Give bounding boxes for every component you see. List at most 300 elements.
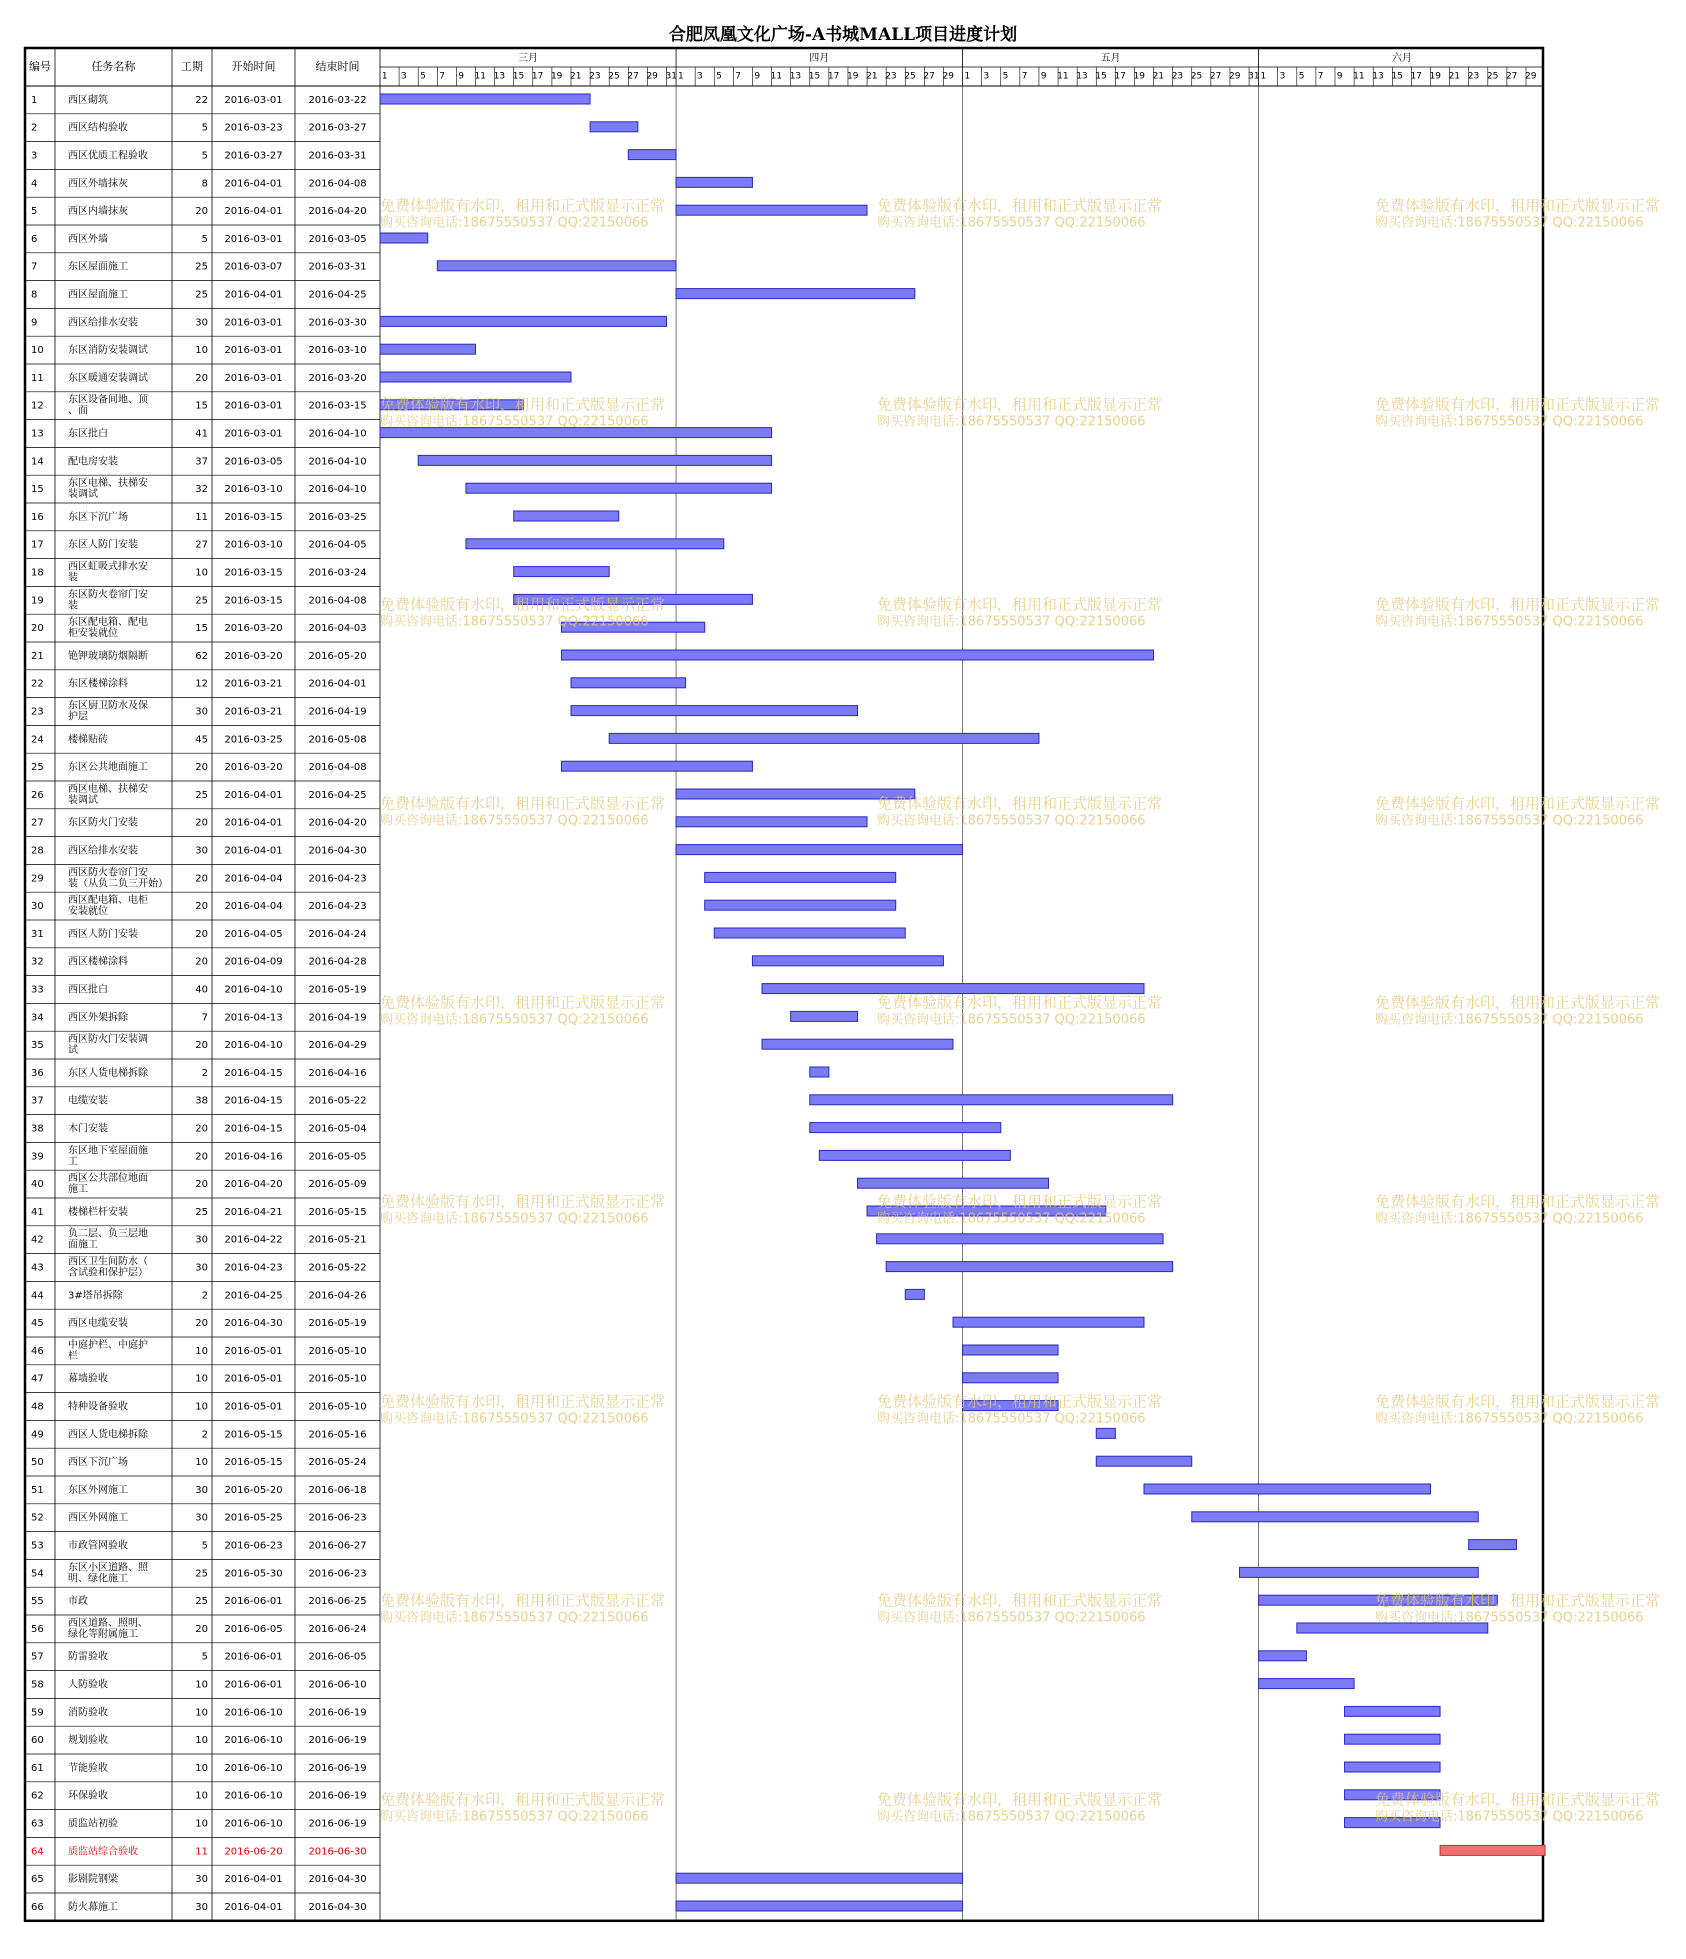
watermark-text: 购买咨询电话:18675550537 QQ:22150066: [877, 813, 1146, 829]
watermark-text: 免费体验版有水印，租用和正式版显示正常: [1375, 794, 1661, 813]
day-tick-label: 3: [1279, 71, 1286, 82]
task-end-date: 2016-06-19: [308, 1707, 367, 1719]
task-id: 11: [31, 372, 44, 384]
task-id: 10: [31, 345, 44, 357]
task-end-date: 2016-04-10: [308, 484, 367, 496]
task-start-date: 2016-06-01: [224, 1596, 283, 1608]
day-tick-label: 25: [1190, 71, 1203, 82]
task-end-date: 2016-04-20: [308, 817, 367, 829]
task-bar: [1440, 1845, 1545, 1855]
task-start-date: 2016-05-15: [224, 1457, 283, 1469]
task-name: 西区道路、照明、: [68, 1617, 148, 1629]
task-start-date: 2016-04-01: [224, 206, 283, 218]
task-duration: 25: [195, 595, 208, 607]
task-duration: 12: [195, 678, 208, 690]
task-bar: [561, 650, 1153, 660]
task-name: 市政: [68, 1596, 88, 1608]
task-start-date: 2016-06-23: [224, 1540, 283, 1552]
task-bar: [571, 678, 686, 688]
task-bar: [705, 900, 896, 910]
task-id: 55: [31, 1596, 44, 1608]
task-name: 防火幕施工: [68, 1901, 118, 1913]
task-duration: 10: [195, 567, 208, 579]
task-duration: 5: [201, 1540, 208, 1552]
task-name: 西区砌筑: [68, 94, 108, 106]
watermark-text: 免费体验版有水印，租用和正式版显示正常: [1375, 1790, 1661, 1809]
task-duration: 45: [195, 734, 208, 746]
watermark-text: 购买咨询电话:18675550537 QQ:22150066: [1375, 1211, 1644, 1227]
task-id: 45: [31, 1318, 44, 1330]
task-name: 市政管网验收: [68, 1540, 128, 1552]
task-bar: [561, 761, 752, 771]
day-tick-label: 9: [754, 71, 761, 82]
day-tick-label: 21: [570, 71, 582, 82]
task-bar: [676, 845, 963, 855]
task-duration: 10: [195, 1401, 208, 1413]
task-id: 8: [31, 289, 38, 301]
task-bar: [380, 233, 428, 243]
task-start-date: 2016-06-10: [224, 1707, 283, 1719]
task-name: 东区小区道路、照: [68, 1562, 148, 1574]
task-start-date: 2016-04-20: [224, 1179, 283, 1191]
task-bar: [380, 344, 476, 354]
task-name: 西区配电箱、电柜: [68, 895, 148, 907]
task-start-date: 2016-03-01: [224, 400, 283, 412]
task-bar: [1259, 1679, 1355, 1689]
watermark-text: 购买咨询电话:18675550537 QQ:22150066: [1375, 414, 1644, 430]
task-duration: 30: [195, 1262, 208, 1274]
task-start-date: 2016-03-25: [224, 734, 283, 746]
task-id: 54: [31, 1568, 44, 1580]
task-duration: 10: [195, 1457, 208, 1469]
day-tick-label: 27: [923, 71, 935, 82]
day-tick-label: 11: [1353, 71, 1365, 82]
task-duration: 2: [201, 1429, 208, 1441]
task-duration: 5: [201, 122, 208, 134]
task-bar: [418, 455, 771, 465]
task-name-continued: 安装就位: [68, 906, 108, 918]
task-start-date: 2016-06-01: [224, 1679, 283, 1691]
watermark-text: 免费体验版有水印，租用和正式版显示正常: [877, 1591, 1163, 1610]
task-name: 质监站综合验收: [68, 1846, 138, 1858]
task-duration: 10: [195, 1345, 208, 1357]
task-id: 15: [31, 484, 44, 496]
task-duration: 20: [195, 928, 208, 940]
task-name: 楼梯栏杆安装: [68, 1206, 128, 1218]
task-end-date: 2016-05-10: [308, 1345, 367, 1357]
task-name-continued: 施工: [68, 1184, 88, 1196]
task-end-date: 2016-03-20: [308, 372, 367, 384]
task-bar: [676, 177, 752, 187]
task-end-date: 2016-05-22: [308, 1262, 367, 1274]
task-name: 东区批白: [68, 428, 108, 440]
watermark-text: 免费体验版有水印，租用和正式版显示正常: [877, 1192, 1163, 1211]
task-start-date: 2016-04-25: [224, 1290, 283, 1302]
task-start-date: 2016-03-27: [224, 150, 283, 162]
task-bar: [905, 1289, 924, 1299]
day-tick-label: 9: [1336, 71, 1343, 82]
task-start-date: 2016-06-20: [224, 1846, 283, 1858]
task-start-date: 2016-05-01: [224, 1345, 283, 1357]
task-id: 28: [31, 845, 44, 857]
task-bar: [590, 122, 638, 132]
task-end-date: 2016-04-20: [308, 206, 367, 218]
task-duration: 10: [195, 345, 208, 357]
task-id: 41: [31, 1206, 44, 1218]
task-name-continued: 试: [68, 1045, 78, 1057]
task-end-date: 2016-04-01: [308, 678, 367, 690]
task-end-date: 2016-04-05: [308, 539, 367, 551]
day-tick-label: 27: [1209, 71, 1222, 82]
task-duration: 27: [195, 539, 208, 551]
task-bar: [810, 1067, 829, 1077]
task-duration: 30: [195, 1234, 208, 1246]
day-tick-label: 19: [846, 71, 859, 82]
task-id: 57: [31, 1651, 44, 1663]
task-start-date: 2016-03-07: [224, 261, 283, 273]
task-id: 33: [31, 984, 44, 996]
watermark-text: 免费体验版有水印，租用和正式版显示正常: [877, 794, 1163, 813]
task-duration: 25: [195, 261, 208, 273]
task-duration: 5: [201, 1651, 208, 1663]
day-tick-label: 7: [439, 71, 445, 82]
task-name: 西区批白: [68, 984, 108, 996]
task-id: 3: [31, 150, 38, 162]
task-start-date: 2016-04-04: [224, 901, 283, 913]
task-end-date: 2016-06-19: [308, 1790, 367, 1802]
task-duration: 20: [195, 1040, 208, 1052]
task-id: 19: [31, 595, 44, 607]
watermark-text: 购买咨询电话:18675550537 QQ:22150066: [1375, 215, 1644, 231]
task-duration: 40: [195, 984, 208, 996]
watermark-text: 购买咨询电话:18675550537 QQ:22150066: [877, 1411, 1146, 1427]
day-tick-label: 11: [1057, 71, 1069, 82]
task-id: 37: [31, 1095, 44, 1107]
task-id: 34: [31, 1012, 44, 1024]
task-bar: [628, 150, 676, 160]
task-id: 2: [31, 122, 38, 134]
task-name-continued: 装（从负二负三开始）: [68, 878, 168, 890]
task-end-date: 2016-04-08: [308, 595, 367, 607]
task-bar: [466, 483, 772, 493]
task-id: 23: [31, 706, 44, 718]
task-duration: 11: [195, 511, 208, 523]
task-duration: 2: [201, 1067, 208, 1079]
day-tick-label: 29: [1525, 71, 1537, 82]
task-end-date: 2016-04-25: [308, 789, 367, 801]
task-id: 20: [31, 623, 44, 635]
task-duration: 32: [195, 484, 208, 496]
day-tick-label: 23: [1467, 71, 1480, 82]
chart-title: 合肥凤凰文化广场-A书城MALL项目进度计划: [668, 25, 1018, 45]
task-start-date: 2016-04-13: [224, 1012, 283, 1024]
task-duration: 30: [195, 317, 208, 329]
task-id: 47: [31, 1373, 44, 1385]
task-end-date: 2016-06-30: [308, 1846, 367, 1858]
day-tick-label: 17: [1114, 71, 1126, 82]
task-id: 66: [31, 1901, 44, 1913]
watermark-text: 免费体验版有水印，租用和正式版显示正常: [380, 196, 666, 215]
task-id: 25: [31, 762, 44, 774]
task-name-continued: 装: [68, 600, 78, 612]
task-start-date: 2016-03-15: [224, 511, 283, 523]
task-start-date: 2016-03-20: [224, 650, 283, 662]
task-duration: 5: [201, 150, 208, 162]
day-tick-label: 7: [735, 71, 741, 82]
task-start-date: 2016-06-01: [224, 1651, 283, 1663]
task-name: 西区人货电梯拆除: [68, 1429, 148, 1441]
day-tick-label: 3: [697, 71, 703, 82]
task-name-continued: 面施工: [68, 1239, 98, 1251]
task-start-date: 2016-04-15: [224, 1095, 283, 1107]
watermark-text: 购买咨询电话:18675550537 QQ:22150066: [1375, 614, 1644, 630]
task-name: 东区下沉广场: [68, 511, 128, 523]
task-bar: [810, 1123, 1001, 1133]
watermark-text: 免费体验版有水印，租用和正式版显示正常: [877, 395, 1163, 414]
task-duration: 20: [195, 873, 208, 885]
task-id: 46: [31, 1345, 44, 1357]
day-tick-label: 19: [1429, 71, 1442, 82]
task-duration: 20: [195, 1623, 208, 1635]
task-end-date: 2016-05-22: [308, 1095, 367, 1107]
task-duration: 30: [195, 845, 208, 857]
day-tick-label: 7: [1317, 71, 1324, 82]
task-id: 29: [31, 873, 44, 885]
task-duration: 30: [195, 1874, 208, 1886]
task-name: 东区配电箱、配电: [68, 617, 148, 629]
watermark-text: 免费体验版有水印，租用和正式版显示正常: [380, 1790, 666, 1809]
watermark-text: 免费体验版有水印，租用和正式版显示正常: [380, 1192, 666, 1211]
task-id: 40: [31, 1179, 44, 1191]
task-bar: [762, 1039, 953, 1049]
day-tick-label: 19: [550, 71, 563, 82]
month-label: 四月: [809, 53, 830, 64]
day-tick-label: 21: [1448, 71, 1461, 82]
task-end-date: 2016-06-19: [308, 1735, 367, 1747]
task-id: 24: [31, 734, 44, 746]
task-id: 31: [31, 928, 44, 940]
task-id: 64: [31, 1846, 44, 1858]
task-bar: [437, 261, 676, 271]
task-id: 59: [31, 1707, 44, 1719]
task-name: 西区防火卷帘门安: [68, 867, 148, 879]
day-tick-label: 1: [1260, 71, 1267, 82]
task-start-date: 2016-03-15: [224, 595, 283, 607]
task-end-date: 2016-03-24: [308, 567, 367, 579]
task-name: 西区楼梯涂料: [68, 956, 128, 968]
day-tick-label: 15: [1095, 71, 1107, 82]
watermark-text: 购买咨询电话:18675550537 QQ:22150066: [380, 414, 649, 430]
task-duration: 30: [195, 1512, 208, 1524]
task-bar: [762, 984, 1144, 994]
task-start-date: 2016-03-10: [224, 539, 283, 551]
task-id: 48: [31, 1401, 44, 1413]
task-end-date: 2016-06-19: [308, 1818, 367, 1830]
task-start-date: 2016-03-01: [224, 317, 283, 329]
day-tick-label: 23: [1171, 71, 1184, 82]
task-name-continued: 装调试: [68, 489, 98, 501]
task-end-date: 2016-04-29: [308, 1040, 367, 1052]
task-bar: [1469, 1540, 1517, 1550]
task-start-date: 2016-03-21: [224, 678, 283, 690]
task-start-date: 2016-04-23: [224, 1262, 283, 1274]
task-bar: [1192, 1512, 1479, 1522]
task-duration: 37: [195, 456, 208, 468]
day-tick-label: 17: [531, 71, 544, 82]
task-end-date: 2016-04-30: [308, 1874, 367, 1886]
task-end-date: 2016-04-26: [308, 1290, 367, 1302]
day-tick-label: 1: [964, 71, 971, 82]
day-tick-label: 3: [401, 71, 407, 82]
task-id: 63: [31, 1818, 44, 1830]
task-name: 东区外网施工: [68, 1484, 128, 1496]
task-name: 东区人防门安装: [68, 539, 138, 551]
day-tick-label: 27: [627, 71, 639, 82]
day-tick-label: 17: [827, 71, 840, 82]
task-id: 42: [31, 1234, 44, 1246]
task-bar: [858, 1178, 1049, 1188]
task-duration: 20: [195, 206, 208, 218]
day-tick-label: 13: [1076, 71, 1088, 82]
task-end-date: 2016-05-24: [308, 1457, 367, 1469]
day-tick-label: 13: [493, 71, 506, 82]
watermark-text: 免费体验版有水印，租用和正式版显示正常: [1375, 1591, 1661, 1610]
day-tick-label: 9: [458, 71, 465, 82]
task-name: 影剧院钢梁: [68, 1874, 118, 1886]
task-start-date: 2016-05-15: [224, 1429, 283, 1441]
task-start-date: 2016-05-20: [224, 1484, 283, 1496]
task-name: 楼梯贴砖: [68, 734, 108, 746]
task-duration: 20: [195, 1179, 208, 1191]
task-end-date: 2016-06-23: [308, 1568, 367, 1580]
task-name: 西区防火门安装调: [68, 1034, 148, 1046]
task-end-date: 2016-05-19: [308, 1318, 367, 1330]
task-end-date: 2016-04-10: [308, 456, 367, 468]
task-end-date: 2016-04-30: [308, 845, 367, 857]
task-name: 西区人防门安装: [68, 928, 138, 940]
day-tick-label: 25: [1486, 71, 1499, 82]
watermark-text: 购买咨询电话:18675550537 QQ:22150066: [380, 1411, 649, 1427]
task-bar: [676, 1901, 963, 1911]
task-name: 西区公共部位地面: [68, 1173, 148, 1185]
watermark-text: 购买咨询电话:18675550537 QQ:22150066: [380, 1012, 649, 1028]
task-id: 62: [31, 1790, 44, 1802]
task-name: 西区结构验收: [68, 122, 128, 134]
task-start-date: 2016-05-30: [224, 1568, 283, 1580]
task-name: 东区厨卫防水及保: [68, 700, 148, 712]
task-end-date: 2016-06-23: [308, 1512, 367, 1524]
task-end-date: 2016-06-18: [308, 1484, 367, 1496]
day-tick-label: 5: [1002, 71, 1009, 82]
task-name: 电缆安装: [68, 1095, 108, 1107]
task-name: 西区外架拆除: [68, 1012, 128, 1024]
task-bar: [752, 956, 943, 966]
header-id: 编号: [29, 60, 51, 73]
task-start-date: 2016-04-01: [224, 817, 283, 829]
task-name-continued: 含试验和保护层）: [68, 1267, 148, 1279]
task-end-date: 2016-04-16: [308, 1067, 367, 1079]
task-name: 西区电梯、扶梯安: [68, 783, 148, 795]
day-tick-label: 31: [1248, 71, 1260, 82]
day-tick-label: 11: [770, 71, 783, 82]
task-start-date: 2016-03-05: [224, 456, 283, 468]
watermark-text: 购买咨询电话:18675550537 QQ:22150066: [877, 1012, 1146, 1028]
task-id: 65: [31, 1874, 44, 1886]
task-duration: 25: [195, 1568, 208, 1580]
task-id: 60: [31, 1735, 44, 1747]
month-label: 六月: [1391, 53, 1412, 64]
task-start-date: 2016-06-10: [224, 1762, 283, 1774]
task-start-date: 2016-04-21: [224, 1206, 283, 1218]
task-name: 东区地下室屋面施: [68, 1145, 148, 1157]
task-end-date: 2016-04-10: [308, 428, 367, 440]
task-id: 13: [31, 428, 44, 440]
task-start-date: 2016-03-21: [224, 706, 283, 718]
task-start-date: 2016-04-10: [224, 1040, 283, 1052]
task-name: 节能验收: [68, 1762, 108, 1774]
day-tick-label: 17: [1410, 71, 1422, 82]
header-start: 开始时间: [231, 60, 276, 73]
task-name: 西区给排水安装: [68, 845, 138, 857]
task-end-date: 2016-04-19: [308, 1012, 367, 1024]
task-end-date: 2016-03-25: [308, 511, 367, 523]
watermark-text: 购买咨询电话:18675550537 QQ:22150066: [877, 614, 1146, 630]
task-duration: 25: [195, 289, 208, 301]
task-start-date: 2016-03-15: [224, 567, 283, 579]
task-end-date: 2016-03-31: [308, 150, 367, 162]
watermark-text: 购买咨询电话:18675550537 QQ:22150066: [877, 414, 1146, 430]
watermark-text: 免费体验版有水印，租用和正式版显示正常: [877, 196, 1163, 215]
task-bar: [877, 1234, 1164, 1244]
task-end-date: 2016-04-23: [308, 901, 367, 913]
day-tick-label: 27: [1505, 71, 1518, 82]
watermark-text: 免费体验版有水印，租用和正式版显示正常: [877, 1790, 1163, 1809]
task-name: 西区优质工程验收: [68, 150, 148, 162]
task-duration: 10: [195, 1790, 208, 1802]
task-bar: [705, 872, 896, 882]
task-start-date: 2016-04-01: [224, 289, 283, 301]
task-id: 6: [31, 233, 38, 245]
watermark-text: 购买咨询电话:18675550537 QQ:22150066: [877, 215, 1146, 231]
day-tick-label: 13: [1372, 71, 1384, 82]
task-name: 东区防火门安装: [68, 817, 138, 829]
task-duration: 20: [195, 1123, 208, 1135]
task-name: 负二层、负三层地: [68, 1228, 148, 1240]
watermark-text: 免费体验版有水印，租用和正式版显示正常: [1375, 993, 1661, 1012]
task-id: 43: [31, 1262, 44, 1274]
task-name: 配电房安装: [68, 456, 118, 468]
task-id: 7: [31, 261, 38, 273]
task-id: 12: [31, 400, 44, 412]
task-end-date: 2016-04-24: [308, 928, 367, 940]
task-name: 特种设备验收: [68, 1401, 128, 1413]
day-tick-label: 25: [608, 71, 620, 82]
task-name: 消防验收: [68, 1707, 108, 1719]
watermark-text: 购买咨询电话:18675550537 QQ:22150066: [1375, 1411, 1644, 1427]
task-id: 14: [31, 456, 44, 468]
task-id: 9: [31, 317, 38, 329]
task-duration: 25: [195, 1206, 208, 1218]
task-id: 39: [31, 1151, 44, 1163]
task-start-date: 2016-04-01: [224, 178, 283, 190]
task-duration: 25: [195, 1596, 208, 1608]
task-name: 防雷验收: [68, 1651, 108, 1663]
task-duration: 22: [195, 94, 208, 106]
task-start-date: 2016-03-01: [224, 233, 283, 245]
task-duration: 41: [195, 428, 208, 440]
task-bar: [1144, 1484, 1431, 1494]
task-id: 32: [31, 956, 44, 968]
